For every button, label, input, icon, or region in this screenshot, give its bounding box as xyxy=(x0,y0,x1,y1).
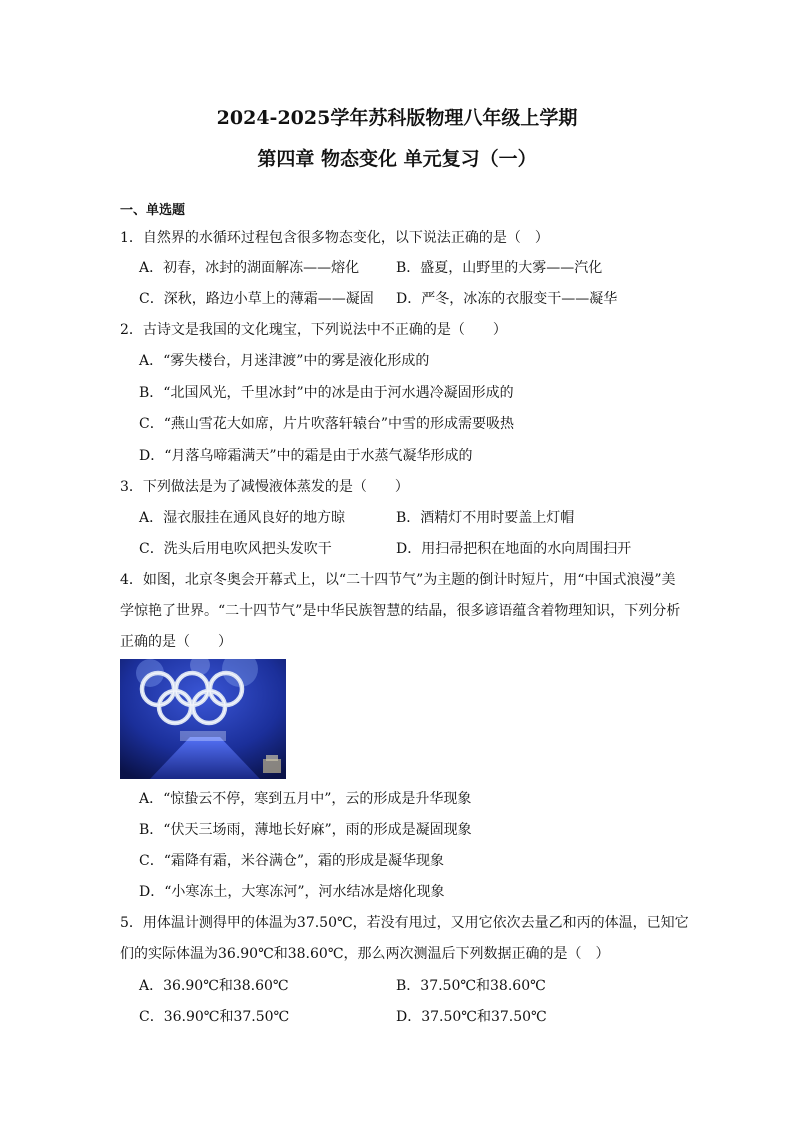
question-2-option-d: D．“月落乌啼霜满天”中的霜是由于水蒸气凝华形成的 xyxy=(139,448,473,464)
question-3-option-d: D．用扫帚把积在地面的水向周围扫开 xyxy=(396,541,632,557)
question-1-stem: 1．自然界的水循环过程包含很多物态变化，以下说法正确的是（ ） xyxy=(120,230,549,246)
question-3-option-b: B．酒精灯不用时要盖上灯帽 xyxy=(396,510,575,526)
question-4-option-d: D．“小寒冻土，大寒冻河”，河水结冰是熔化现象 xyxy=(139,884,445,900)
question-4-stem-line-3: 正确的是（ ） xyxy=(120,634,232,650)
question-2-stem: 2．古诗文是我国的文化瑰宝，下列说法中不正确的是（ ） xyxy=(120,322,507,338)
question-4-stem-line-2: 学惊艳了世界。“二十四节气”是中华民族智慧的结晶，很多谚语蕴含着物理知识，下列分析 xyxy=(120,603,681,619)
question-3-stem: 3．下列做法是为了减慢液体蒸发的是（ ） xyxy=(120,479,409,495)
question-4-option-c: C．“霜降有霜，米谷满仓”，霜的形成是凝华现象 xyxy=(139,853,445,869)
question-5-stem-line-2: 们的实际体温为36.90℃和38.60℃，那么两次测温后下列数据正确的是（ ） xyxy=(120,946,610,962)
question-5-option-c: C．36.90℃和37.50℃ xyxy=(139,1009,290,1025)
question-5-stem-line-1: 5．用体温计测得甲的体温为37.50℃，若没有甩过，又用它依次去量乙和丙的体温，已知它 xyxy=(120,915,689,931)
question-2-option-b: B．“北国风光，千里冰封”中的冰是由于河水遇冷凝固形成的 xyxy=(139,385,514,401)
question-1-option-c: C．深秋，路边小草上的薄霜——凝固 xyxy=(139,291,374,307)
question-4-stem-line-1: 4．如图，北京冬奥会开幕式上，以“二十四节气”为主题的倒计时短片，用“中国式浪漫”美 xyxy=(120,572,676,588)
question-5-option-d: D．37.50℃和37.50℃ xyxy=(396,1009,547,1025)
question-3-option-a: A．湿衣服挂在通风良好的地方晾 xyxy=(139,510,346,526)
question-3-option-c: C．洗头后用电吹风把头发吹干 xyxy=(139,541,332,557)
question-4-option-a: A．“惊蛰云不停，寒到五月中”，云的形成是升华现象 xyxy=(139,791,472,807)
question-1-option-b: B．盛夏，山野里的大雾——汽化 xyxy=(396,260,603,276)
question-1-option-d: D．严冬，冰冻的衣服变干——凝华 xyxy=(396,291,618,307)
olympic-rings-photo xyxy=(120,659,286,779)
question-5-option-a: A．36.90℃和38.60℃ xyxy=(139,978,289,994)
question-4-option-b: B．“伏天三场雨，薄地长好麻”，雨的形成是凝固现象 xyxy=(139,822,472,838)
question-5-option-b: B．37.50℃和38.60℃ xyxy=(396,978,546,994)
question-2-option-a: A．“雾失楼台，月迷津渡”中的雾是液化形成的 xyxy=(139,353,430,369)
question-2-option-c: C．“燕山雪花大如席，片片吹落轩辕台”中雪的形成需要吸热 xyxy=(139,416,515,432)
document-title: 2024-2025学年苏科版物理八年级上学期 xyxy=(216,107,578,129)
document-subtitle: 第四章 物态变化 单元复习（一） xyxy=(257,148,537,170)
section-heading: 一、单选题 xyxy=(120,203,186,218)
question-1-option-a: A．初春，冰封的湖面解冻——熔化 xyxy=(139,260,360,276)
